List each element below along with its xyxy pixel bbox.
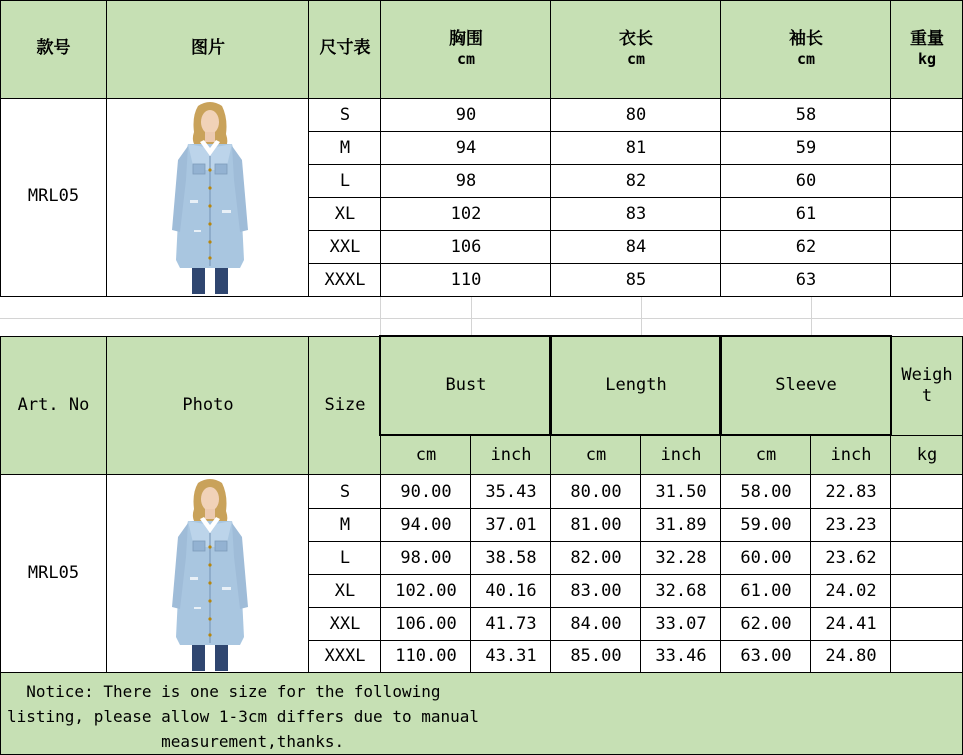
- en-sleeve-cm-cell: 63.00: [740, 646, 792, 667]
- grid-line: [309, 164, 963, 165]
- grid-line: [380, 336, 381, 673]
- en-length-cm-cell: 84.00: [570, 613, 622, 634]
- en-unit-sleeve-inch: inch: [830, 444, 872, 465]
- en-sleeve-cm-cell: 62.00: [740, 613, 792, 634]
- gap-grid-line: [471, 297, 472, 336]
- cn-length-cell: 82: [625, 170, 647, 191]
- en-sleeve-inch-cell: 24.41: [825, 613, 877, 634]
- en-length-cm-cell: 82.00: [570, 547, 622, 568]
- gap-grid-line: [641, 297, 642, 336]
- grid-line: [890, 0, 891, 297]
- cn-bust-cell: 102: [450, 203, 482, 224]
- en-size-cell: S: [339, 481, 351, 502]
- grid-line: [720, 336, 721, 673]
- grid-line: [309, 508, 963, 509]
- en-size-cell: L: [339, 547, 351, 568]
- cn-sleeve-cell: 61: [795, 203, 817, 224]
- en-header-art: Art. No: [17, 394, 90, 415]
- cn-length-cell: 85: [625, 269, 647, 290]
- gap-grid-line: [380, 297, 381, 336]
- en-sleeve-inch-cell: 24.02: [825, 580, 877, 601]
- grid-line: [309, 541, 963, 542]
- cn-sleeve-cell: 58: [795, 104, 817, 125]
- en-bust-inch-cell: 40.16: [485, 580, 537, 601]
- cn-size-cell: L: [339, 170, 351, 191]
- en-length-inch-cell: 33.07: [655, 613, 707, 634]
- cn-bust-cell: 94: [455, 137, 477, 158]
- product-photo: [160, 477, 260, 671]
- gap-grid-line: [0, 318, 963, 319]
- grid-line: [0, 474, 963, 475]
- en-sleeve-inch-cell: 22.83: [825, 481, 877, 502]
- notice-line-2: listing, please allow 1-3cm differs due to manual: [7, 707, 480, 726]
- cn-bust-cell: 90: [455, 104, 477, 125]
- cn-header-length: [551, 0, 721, 98]
- en-size-cell: XL: [334, 580, 356, 601]
- cn-header-photo: 图片: [191, 38, 225, 59]
- en-bust-cm-cell: 94.00: [400, 514, 452, 535]
- cn-header-sleeve-unit: cm: [796, 50, 816, 69]
- grid-line: [0, 0, 1, 297]
- en-unit-bust-cm: cm: [415, 444, 437, 465]
- en-bust-cm-cell: 90.00: [400, 481, 452, 502]
- grid-line: [0, 0, 963, 1]
- cn-length-cell: 83: [625, 203, 647, 224]
- grid-line: [309, 263, 963, 264]
- en-sleeve-inch-cell: 24.80: [825, 646, 877, 667]
- en-sleeve-cm-cell: 59.00: [740, 514, 792, 535]
- en-unit-weight-kg: kg: [916, 444, 938, 465]
- en-length-inch-cell: 31.89: [655, 514, 707, 535]
- en-length-cm-cell: 85.00: [570, 646, 622, 667]
- grid-line: [0, 336, 963, 337]
- en-length-cm-cell: 80.00: [570, 481, 622, 502]
- en-art-number: MRL05: [27, 563, 80, 584]
- cn-header-size: 尺寸表: [319, 38, 371, 59]
- grid-line: [720, 0, 721, 297]
- en-bust-inch-cell: 38.58: [485, 547, 537, 568]
- en-header-weight: [891, 336, 963, 436]
- cn-bust-cell: 98: [455, 170, 477, 191]
- en-bust-inch-cell: 35.43: [485, 481, 537, 502]
- en-bust-cm-cell: 110.00: [395, 646, 457, 667]
- en-unit-length-cm: cm: [585, 444, 607, 465]
- grid-line: [890, 336, 891, 673]
- grid-line: [0, 672, 963, 673]
- cn-length-cell: 81: [625, 137, 647, 158]
- en-header-photo: Photo: [182, 394, 234, 415]
- cn-sleeve-cell: 59: [795, 137, 817, 158]
- cn-length-cell: 80: [625, 104, 647, 125]
- en-unit-bust-inch: inch: [490, 444, 532, 465]
- en-bust-inch-cell: 43.31: [485, 646, 537, 667]
- cn-sleeve-cell: 62: [795, 236, 817, 257]
- grid-line: [0, 98, 963, 99]
- cn-header-sleeve-label: 袖长: [789, 29, 823, 49]
- cn-bust-cell: 106: [450, 236, 482, 257]
- en-length-inch-cell: 31.50: [655, 481, 707, 502]
- cn-bust-cell: 110: [450, 269, 482, 290]
- grid-line: [106, 336, 107, 673]
- cn-header-bust-unit: cm: [456, 50, 476, 69]
- notice-text: [0, 673, 963, 755]
- en-sleeve-inch-cell: 23.62: [825, 547, 877, 568]
- cn-header-bust-label: 胸围: [449, 29, 483, 49]
- cn-length-cell: 84: [625, 236, 647, 257]
- en-sleeve-cm-cell: 58.00: [740, 481, 792, 502]
- en-header-size: Size: [324, 394, 366, 415]
- grid-line: [640, 435, 641, 673]
- grid-line: [810, 435, 811, 673]
- grid-line: [308, 336, 309, 673]
- cn-header-weight-unit: kg: [917, 50, 937, 69]
- cn-header-weight-label: 重量: [910, 29, 944, 49]
- en-size-cell: XXXL: [324, 646, 366, 667]
- cn-header-sleeve: [721, 0, 891, 98]
- grid-line: [380, 0, 381, 297]
- grid-line: [0, 336, 1, 755]
- en-bust-cm-cell: 106.00: [395, 613, 457, 634]
- grid-line: [309, 607, 963, 608]
- en-header-weight-line2: t: [921, 386, 933, 406]
- grid-line: [470, 435, 471, 673]
- en-header-sleeve: Sleeve: [775, 375, 837, 396]
- en-size-cell: XXL: [329, 613, 361, 634]
- cn-header-weight: [891, 0, 963, 98]
- grid-line: [309, 574, 963, 575]
- grid-line: [380, 435, 963, 436]
- cn-size-cell: XXXL: [324, 269, 366, 290]
- grid-line: [0, 296, 963, 297]
- grid-line: [309, 640, 963, 641]
- en-unit-length-inch: inch: [660, 444, 702, 465]
- cn-art-number: MRL05: [27, 186, 80, 207]
- en-header-weight-line1: Weigh: [901, 364, 953, 385]
- notice-line-3: measurement,thanks.: [7, 732, 345, 751]
- product-photo: [160, 100, 260, 294]
- grid-line: [106, 0, 107, 297]
- cn-header-art: 款号: [36, 38, 71, 59]
- en-sleeve-cm-cell: 60.00: [740, 547, 792, 568]
- grid-line: [309, 230, 963, 231]
- gap-grid-line: [811, 297, 812, 336]
- cn-size-cell: S: [339, 104, 351, 125]
- en-bust-inch-cell: 37.01: [485, 514, 537, 535]
- en-length-cm-cell: 83.00: [570, 580, 622, 601]
- cn-sleeve-cell: 63: [795, 269, 817, 290]
- en-length-cm-cell: 81.00: [570, 514, 622, 535]
- grid-line: [309, 131, 963, 132]
- grid-line: [308, 0, 309, 297]
- grid-line: [550, 0, 551, 297]
- cn-size-cell: XXL: [329, 236, 361, 257]
- en-unit-sleeve-cm: cm: [755, 444, 777, 465]
- cn-size-cell: M: [339, 137, 351, 158]
- en-bust-inch-cell: 41.73: [485, 613, 537, 634]
- en-bust-cm-cell: 98.00: [400, 547, 452, 568]
- en-sleeve-inch-cell: 23.23: [825, 514, 877, 535]
- en-header-bust: Bust: [445, 375, 487, 396]
- en-length-inch-cell: 32.28: [655, 547, 707, 568]
- en-header-length: Length: [605, 375, 667, 396]
- cn-header-bust: [381, 0, 551, 98]
- en-bust-cm-cell: 102.00: [395, 580, 457, 601]
- cn-header-length-unit: cm: [626, 50, 646, 69]
- en-sleeve-cm-cell: 61.00: [740, 580, 792, 601]
- cn-size-cell: XL: [334, 203, 356, 224]
- grid-line: [309, 197, 963, 198]
- grid-line: [550, 336, 551, 673]
- cn-header-length-label: 衣长: [619, 29, 653, 49]
- en-length-inch-cell: 33.46: [655, 646, 707, 667]
- en-size-cell: M: [339, 514, 351, 535]
- notice-line-1: Notice: There is one size for the following: [7, 682, 441, 701]
- cn-sleeve-cell: 60: [795, 170, 817, 191]
- en-length-inch-cell: 32.68: [655, 580, 707, 601]
